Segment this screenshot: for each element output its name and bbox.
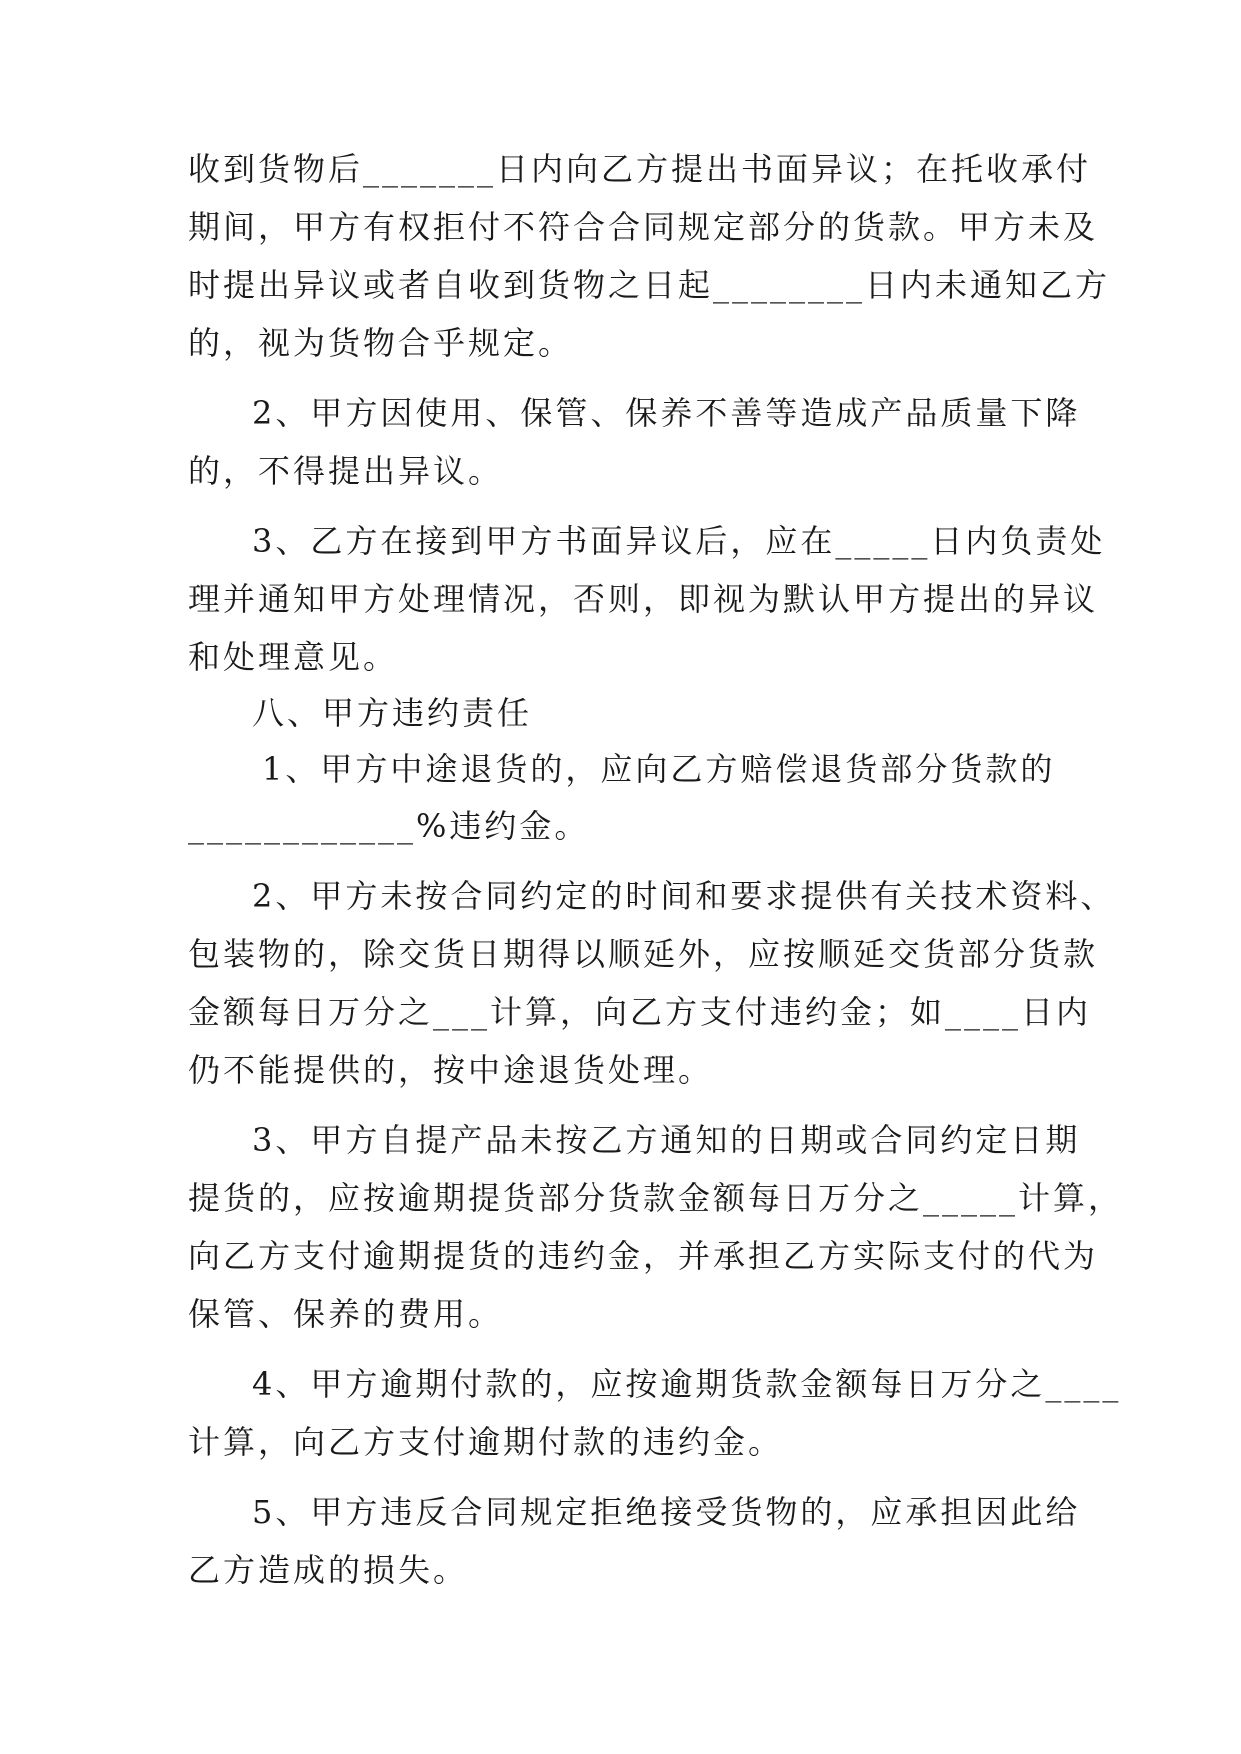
text-line: 期间，甲方有权拒付不符合合同规定部分的货款。甲方未及 (188, 208, 1099, 246)
text-line: 3、乙方在接到甲方书面异议后，应在_____日内负责处 (252, 522, 1106, 560)
text-line: 理并通知甲方处理情况，否则，即视为默认甲方提出的异议 (188, 580, 1099, 618)
text-line: 收到货物后_______日内向乙方提出书面异议；在托收承付 (188, 150, 1092, 188)
text-line: 和处理意见。 (188, 638, 399, 676)
section-heading: 八、甲方违约责任 (252, 694, 533, 732)
text-line: 的，不得提出异议。 (188, 452, 504, 490)
text-line: 5、甲方违反合同规定拒绝接受货物的，应承担因此给 (252, 1493, 1081, 1531)
text-line: 仍不能提供的，按中途退货处理。 (188, 1051, 714, 1089)
text-line: 4、甲方逾期付款的，应按逾期货款金额每日万分之____ (252, 1365, 1122, 1403)
text-line: 乙方造成的损失。 (188, 1551, 469, 1589)
text-line: 时提出异议或者自收到货物之日起________日内未通知乙方 (188, 266, 1111, 304)
text-line: 的，视为货物合乎规定。 (188, 324, 574, 362)
text-line: 保管、保养的费用。 (188, 1295, 504, 1333)
text-line: 金额每日万分之___计算，向乙方支付违约金；如____日内 (188, 993, 1092, 1031)
text-line: 2、甲方因使用、保管、保养不善等造成产品质量下降 (252, 394, 1081, 432)
text-line: 1、甲方中途退货的，应向乙方赔偿退货部分货款的 (262, 750, 1056, 788)
text-line: 2、甲方未按合同约定的时间和要求提供有关技术资料、 (252, 877, 1116, 915)
text-line: 提货的，应按逾期提货部分货款金额每日万分之_____计算， (188, 1179, 1124, 1217)
text-line: 计算，向乙方支付逾期付款的违约金。 (188, 1423, 784, 1461)
text-line: 向乙方支付逾期提货的违约金，并承担乙方实际支付的代为 (188, 1237, 1099, 1275)
text-line: ____________%违约金。 (188, 807, 590, 845)
text-line: 包装物的，除交货日期得以顺延外，应按顺延交货部分货款 (188, 935, 1099, 973)
text-line: 3、甲方自提产品未按乙方通知的日期或合同约定日期 (252, 1121, 1081, 1159)
